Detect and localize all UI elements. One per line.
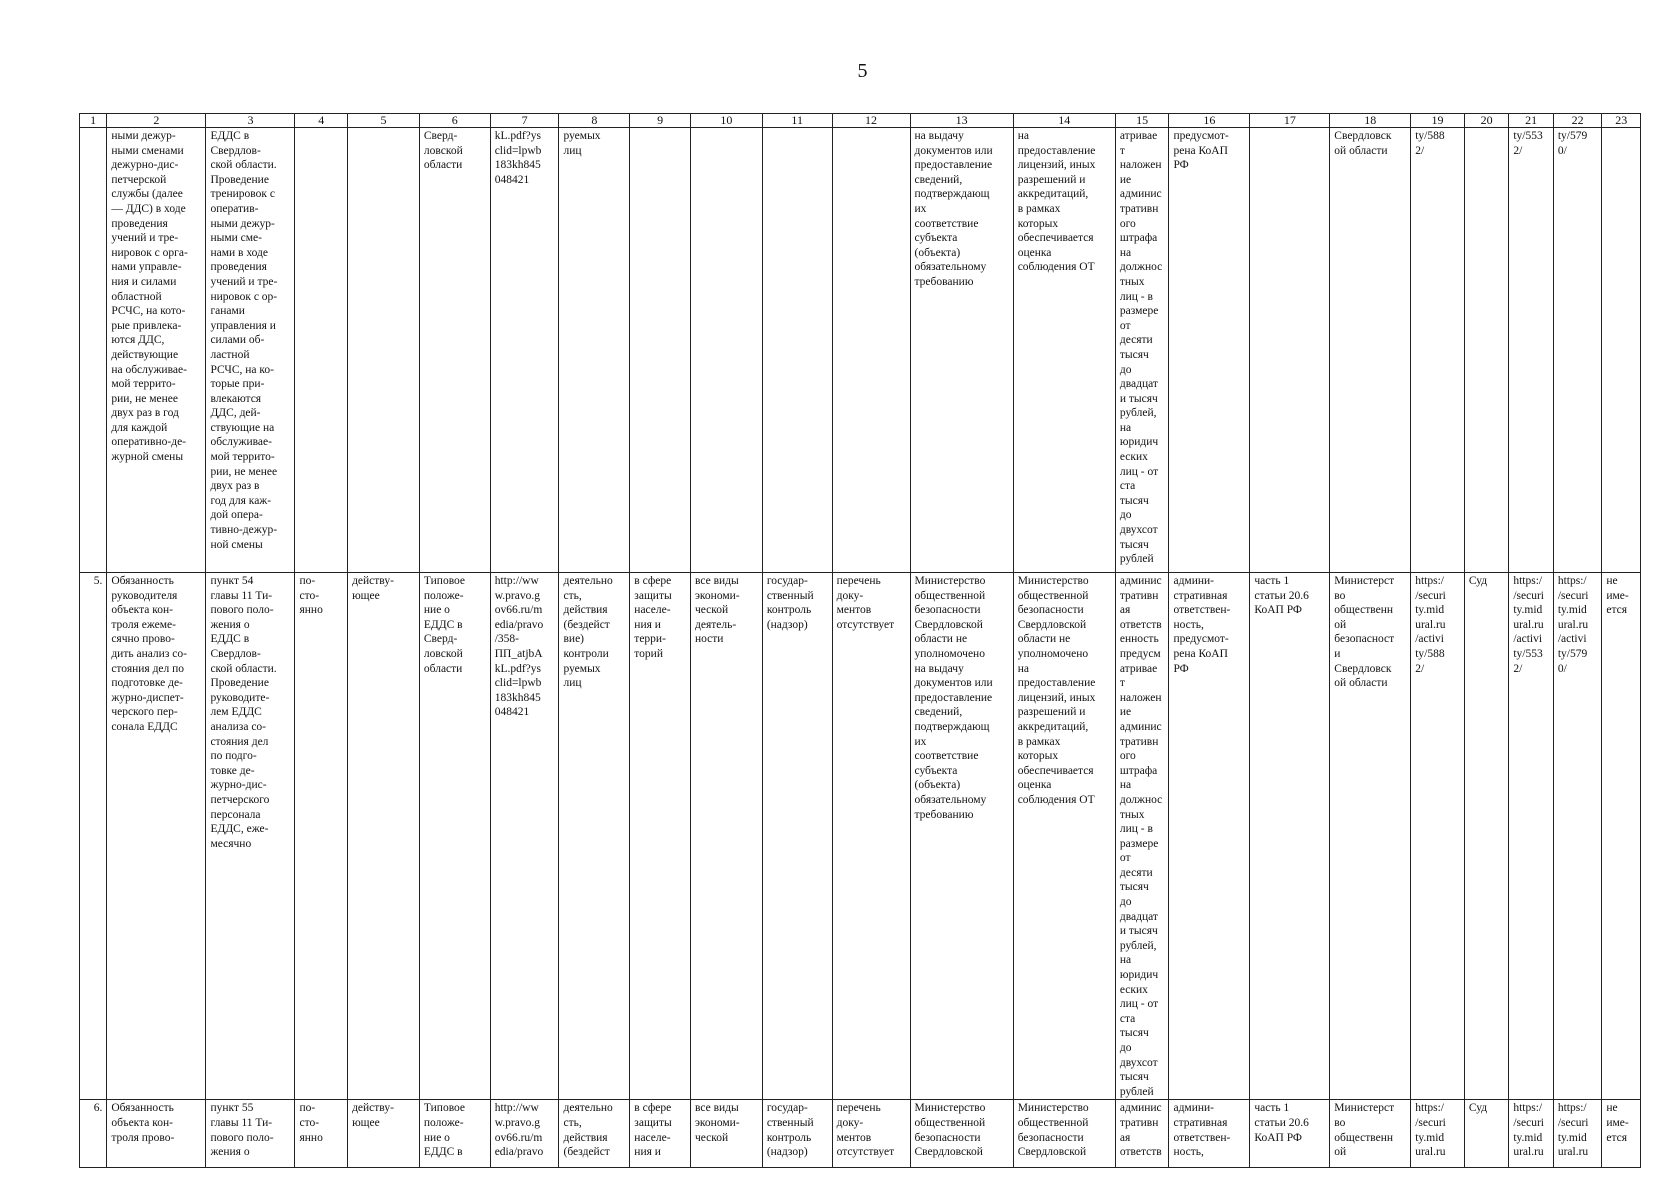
table-cell: по- сто- янно [295,1100,348,1168]
column-number-cell: 11 [762,114,832,128]
table-cell [1464,128,1509,573]
table-cell: по- сто- янно [295,573,348,1100]
table-cell: Суд [1464,1100,1509,1168]
column-number-cell: 2 [107,114,206,128]
table-cell: Министерство общественной безопасности Свердловской [1013,1100,1115,1168]
table-row [80,573,1641,1100]
table-cell: часть 1 статьи 20.6 КоАП РФ [1250,1100,1330,1168]
column-number-cell: 1 [80,114,107,128]
table-cell: перечень доку- ментов отсутствует [832,1100,910,1168]
table-cell: не име- ется [1602,573,1641,1100]
table-cell: в сфере защиты населе- ния и терри- торий [630,573,691,1100]
table-cell: пункт 55 главы 11 Ти- пового поло- жения о [206,1100,295,1168]
table-cell [832,128,910,573]
table-cell: Министерство общественной безопасности Свердловской области не уполномочено на предоставление лицензий, иных разрешений и аккредитаций, в рамках которых обеспечивается оценка соблюдения ОТ [1013,573,1115,1100]
table-cell: перечень доку- ментов отсутствует [832,573,910,1100]
table-cell: https:/ /securi ty.mid ural.ru /activi ty/579 0/ [1553,573,1602,1100]
table-cell: действу- ющее [348,573,420,1100]
table-cell: Суд [1464,573,1509,1100]
table-cell: Типовое положе- ние о ЕДДС в [419,1100,490,1168]
table-cell: ными дежур- ными сменами дежурно-дис- петчерской службы (далее — ДДС) в ходе проведения учений и тре- нировок с орга- нами управле- ния и силами областной РСЧС, на кото- рые привлека- ются ДДС, действующие на обслуживае- мой террито- рии, не менее двух раз в год для каждой оперативно-де- журной смены [107,128,206,573]
table-cell: https:/ /securi ty.mid ural.ru [1509,1100,1554,1168]
table-cell [1250,128,1330,573]
table-cell: админис тративн ая ответств енность предусм атривае т наложен ие админис тративн ого штрафа на должнос тных лиц - в размере от десяти тысяч до двадцат и тысяч рублей, на юридич еских лиц - от ста тысяч до двухсот тысяч рублей [1115,573,1169,1100]
table-cell [295,128,348,573]
table-cell: админи- стративная ответствен- ность, [1169,1100,1250,1168]
table-row [80,128,1641,573]
table-cell: Министерство общественной безопасности Свердловской [910,1100,1013,1168]
table-cell: https:/ /securi ty.mid ural.ru [1411,1100,1465,1168]
table-cell: админис тративн ая ответств [1115,1100,1169,1168]
column-number-cell: 9 [630,114,691,128]
table-cell [348,128,420,573]
table-cell: все виды экономи- ческой деятель- ности [690,573,762,1100]
table-cell [762,128,832,573]
column-number-cell: 15 [1115,114,1169,128]
column-number-cell: 19 [1411,114,1465,128]
page-number: 5 [857,60,868,82]
table-cell: Сверд- ловской области [419,128,490,573]
table-cell: пункт 54 главы 11 Ти- пового поло- жения о ЕДДС в Свердлов- ской области. Проведение руководите- лем ЕДДС анализа со- стояния дел по подго- товке де- журно-дис- петчерского персонала ЕДДС, еже- месячно [206,573,295,1100]
table-cell: http://ww w.pravo.g ov66.ru/m edia/pravo [490,1100,559,1168]
column-number-cell: 17 [1250,114,1330,128]
table-cell: ty/588 2/ [1411,128,1465,573]
table-cell: kL.pdf?ys clid=lpwb 183kh845 048421 [490,128,559,573]
column-number-cell: 14 [1013,114,1115,128]
table-cell: https:/ /securi ty.mid ural.ru /activi ty/553 2/ [1509,573,1554,1100]
table-cell: государ- ственный контроль (надзор) [762,573,832,1100]
column-number-row [80,114,1641,128]
column-number-cell: 4 [295,114,348,128]
table-cell: Министерст во общественн ой безопасност и Свердловск ой области [1330,573,1411,1100]
table-cell: Обязанность руководителя объекта кон- троля ежеме- сячно прово- дить анализ со- стояния дел по подготовке де- журно-диспет- черского пер- сонала ЕДДС [107,573,206,1100]
table-cell: https:/ /securi ty.mid ural.ru [1553,1100,1602,1168]
column-number-cell: 10 [690,114,762,128]
column-number-cell: 22 [1553,114,1602,128]
table-cell: Свердловск ой области [1330,128,1411,573]
column-number-cell: 7 [490,114,559,128]
table-cell [690,128,762,573]
table-cell [80,128,107,573]
requirements-table [79,113,1641,1168]
column-number-cell: 13 [910,114,1013,128]
table-cell: Типовое положе- ние о ЕДДС в Сверд- ловской области [419,573,490,1100]
table-cell: ty/553 2/ [1509,128,1554,573]
column-number-cell: 12 [832,114,910,128]
table-cell: государ- ственный контроль (надзор) [762,1100,832,1168]
column-number-cell: 5 [348,114,420,128]
table-cell: ЕДДС в Свердлов- ской области. Проведение тренировок с оператив- ными дежур- ными сме- нами в ходе проведения учений и тре- нировок с ор- ганами управления и силами об- ластной РСЧС, на ко- торые при- влекаются ДДС, дей- ствующие на обслуживае- мой террито- рии, не менее двух раз в год для каж- дой опера- тивно-дежур- ной смены [206,128,295,573]
table-cell: https:/ /securi ty.mid ural.ru /activi ty/588 2/ [1411,573,1465,1100]
table-cell: ty/579 0/ [1553,128,1602,573]
table-cell: Министерство общественной безопасности Свердловской области не уполномочено на выдачу документов или предоставление сведений, подтверждающ их соответствие субъекта (объекта) обязательному требованию [910,573,1013,1100]
table-row [80,1100,1641,1168]
column-number-cell: 23 [1602,114,1641,128]
table-cell: предусмот- рена КоАП РФ [1169,128,1250,573]
column-number-cell: 16 [1169,114,1250,128]
table-cell: атривае т наложен ие админис тративн ого штрафа на должнос тных лиц - в размере от десяти тысяч до двадцат и тысяч рублей, на юридич еских лиц - от ста тысяч до двухсот тысяч рублей [1115,128,1169,573]
table-cell: 6. [80,1100,107,1168]
table-cell: Обязанность объекта кон- троля прово- [107,1100,206,1168]
table-body [80,114,1641,1168]
column-number-cell: 18 [1330,114,1411,128]
column-number-cell: 8 [559,114,630,128]
column-number-cell: 21 [1509,114,1554,128]
table-cell [630,128,691,573]
table-cell: действу- ющее [348,1100,420,1168]
table-cell [1602,128,1641,573]
table-cell: все виды экономи- ческой [690,1100,762,1168]
table-cell: руемых лиц [559,128,630,573]
column-number-cell: 20 [1464,114,1509,128]
table-cell: часть 1 статьи 20.6 КоАП РФ [1250,573,1330,1100]
table-cell: админи- стративная ответствен- ность, предусмот- рена КоАП РФ [1169,573,1250,1100]
table-cell: деятельно сть, действия (бездейст вие) контроли руемых лиц [559,573,630,1100]
table-cell: деятельно сть, действия (бездейст [559,1100,630,1168]
table-cell: 5. [80,573,107,1100]
table-cell: в сфере защиты населе- ния и [630,1100,691,1168]
table-cell: на предоставление лицензий, иных разрешений и аккредитаций, в рамках которых обеспечивается оценка соблюдения ОТ [1013,128,1115,573]
table-cell: Министерст во общественн ой [1330,1100,1411,1168]
column-number-cell: 6 [419,114,490,128]
column-number-cell: 3 [206,114,295,128]
table-cell: http://ww w.pravo.g ov66.ru/m edia/pravo /358- ПП_atjbA kL.pdf?ys clid=lpwb 183kh845 048421 [490,573,559,1100]
table-cell: не име- ется [1602,1100,1641,1168]
table-cell: на выдачу документов или предоставление сведений, подтверждающ их соответствие субъекта (объекта) обязательному требованию [910,128,1013,573]
